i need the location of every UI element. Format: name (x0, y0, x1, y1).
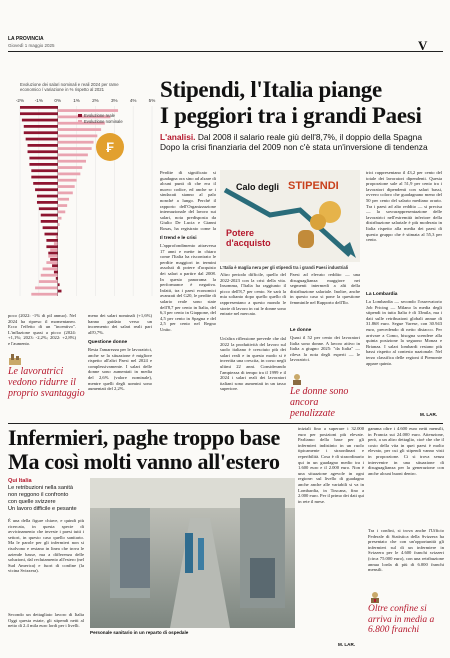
chart-bar (50, 249, 58, 252)
chart-bar (58, 290, 62, 293)
sub-questione-donne: Questione donne (88, 340, 128, 345)
x-tick-label: 3% (110, 98, 118, 103)
chart-bar (58, 179, 77, 182)
chart-bar (58, 154, 88, 157)
chart-bar (31, 169, 57, 172)
mid-rule (8, 423, 443, 424)
col-g: È una della figure chiave, e quindi più ricercata, in questa specie di avvicinamento che investe i paesi tutti i settori, in questo caso quello sanitario. Ma le parole per gli infermieri non si risolvono e restano in linea che trova le aziende basse, ma a differenza delle soluzioni, dal reclutamento all'estero (nel Sud America) e fuori di confine (la vicina Svizzera). (8, 518, 84, 574)
chart-bar (58, 192, 73, 195)
x-tick-label: 4% (129, 98, 137, 103)
x-tick-label: 1% (73, 98, 80, 103)
chart-bar (58, 211, 66, 214)
legend-label: Evoluzione reale (84, 113, 115, 118)
chart-bar (56, 277, 58, 280)
deck-2-kicker: Qui Italia (8, 478, 32, 484)
deck-1-text: Dal 2008 il salario reale giù dell'8,7%, il doppio della Spagna Dopo la crisi finanziaria del 2009 non c'è stata un'inversione di tendenza (160, 132, 428, 152)
legend-label: Evoluzione nominale (84, 119, 123, 124)
chart-bar (31, 176, 57, 179)
chart-bar (46, 245, 57, 248)
col-e2: Quasi il 52 per cento dei lavoratori Italia sono donne. A lavoro attivo in Italia a giugno 2025: "da Italia" — rileva la nota degli esperti — le lavoratrici. (290, 335, 360, 363)
legend-swatch (78, 120, 82, 123)
chart-bar (58, 160, 86, 163)
chart-bar (58, 141, 94, 144)
top-rule (8, 51, 443, 52)
chart-bar (58, 147, 92, 150)
chart-bar (58, 135, 98, 138)
money-symbol: ₣ (106, 139, 114, 155)
deck-2-line: non reggono il confronto (8, 492, 69, 498)
graphic-calo-label: Calo degli (236, 182, 280, 192)
col-i-pull-caption: Oltre confine si arriva in media a 6.800 franchi (368, 604, 435, 635)
sub-lombardia: La Lombardia (366, 292, 398, 297)
col-h: iniziali fino a superare i 32.000 euro per posizioni più elevate. Parliamo della base per gli infermieri indistinto in un ruolo tipicamente i straordinari e reperibilità. Cosa è di straordinario qui in un guadagno medio tra i 1.600 euro e il 2.000 euro. Non è una situazione agevole in ogni regione: sul livello di guadagno anche anche alle variabili si va in Lombardia, in Toscana, fino a 2.000 euro. Per il primo dei dati qui in rete il mese. (298, 426, 364, 504)
chart-bar (58, 230, 59, 233)
chart-pull-caption: Le lavoratrici vedono ridurre il proprio svantaggio (8, 366, 85, 399)
col-a: Perdite di significato si guadagna ora sino ad alzare di alcuni punti di che era il nuovo codice, ed anche se i sindacati stanno al palo nonché a lungo. Perché il rapporto dell'Organizzazione internazionale del lavoro sui salari, nota predisposta da Giulio De Lucia e Gianni Rosas, ha registrato come la (160, 170, 216, 231)
graphic-caption: L'Italia è maglia nera per gli stipendi tra i grandi Paesi industriali (220, 265, 349, 270)
chart-bar (50, 258, 58, 261)
deck-2 (8, 485, 88, 513)
x-tick-label: -2% (15, 98, 25, 103)
sub-le-donne: Le donne (290, 328, 312, 333)
signature-1: M. LAR. (420, 412, 438, 417)
col-d: Un'altra riflessione prevede che dal 2022 la produttività del lavoro sul suolo italiano è cresciuto più dei salari reali e in questo modo si è invertita una crescita, in corso negli ultimi 22 anni. Considerando l'ampiezza di tempo tra il 1999 e il 2024 i salari reali dei lavoratori italiani sono aumentati in un tasso superiore. (220, 336, 286, 392)
col-c: Altro periodo difficile, quello del 2022-2023 con la crisi della vita. Insomma, l'Italia ha raggiunto il picco dell'8,7 per cento. Se sarà la mia soltanto dopo quello quello di rappresentano a questo mondo le storie di lavoro in cui le donne sono entrate nel mercato. (220, 272, 286, 317)
chart-bar (52, 264, 58, 267)
woman-icon (290, 372, 304, 384)
headline-2-line1: Infermieri, paghe troppo base (8, 425, 280, 450)
chart-bar (58, 198, 69, 201)
col-i2: Tra i confini, si trova anche l'Ufficio Federale di Statistica della Svizzera ha presentato che con un'opportunità gli infermieri sul di un infermiere in Svizzera per le 4.600 franchi svizzeri (circa 75.000 euro), con una retribuzione annua lorda di più di 6.000 franchi mensili. (368, 528, 444, 573)
chart-bar (56, 236, 58, 239)
hospital-photo (90, 478, 295, 628)
chart-title: Evoluzione dei salari nominali e reali 2024 per rame economico / variazione in % rispetto al 2021 (20, 82, 119, 92)
graphic-stipendi: STIPENDI (288, 180, 339, 192)
chart-bar (41, 220, 58, 223)
chart-bar (54, 271, 58, 274)
chart-bar (26, 138, 58, 141)
chart-bar (58, 128, 101, 131)
chart-bar (20, 112, 58, 115)
chart-bar (58, 185, 75, 188)
chart-bar (28, 150, 58, 153)
chart-bar (43, 268, 58, 271)
chart-bar (29, 163, 57, 166)
chart-bar (58, 166, 83, 169)
x-tick-label: 0% (54, 98, 62, 103)
headline-1-line1: Stipendi, l'Italia piange (160, 77, 382, 102)
x-tick-label: -1% (34, 98, 43, 103)
col-e-pull-caption: Le donne sono ancora penalizzate (290, 386, 349, 419)
chart-bar (58, 217, 62, 220)
col-a2: L'approfondimento attraversa 17 anni e mette in chiaro come l'Italia ha riscontrato le perdite maggiori in termini assoluti di potere d'acquisto dei salari a partire dal 2008. In questo panorama la performance è negativa. Infatti, tra i paesi economici avanzati del G20, le perdite di salario reale sono state dell'8,7 per cento in Italia, del 6,3 per cento in Giappone, del 4,5 per cento in Spagna e del 2,5 per cento nel Regno Unito. (160, 243, 216, 332)
nurse-icon (368, 590, 382, 602)
col-a-bottom: meno dei salari nominali (+1,6%) hanno guidato verso un incremento dei salari reali pari all'0,7%. (88, 313, 152, 335)
chart-bar (48, 255, 57, 258)
chart-bar (58, 204, 67, 207)
chart-bar (58, 173, 81, 176)
x-tick-label: 5% (148, 98, 156, 103)
chart-bar (48, 252, 57, 255)
deck-2-line: Le retribuzioni nella sanità (8, 485, 73, 491)
chart-bar (39, 280, 58, 283)
chart-bar (22, 119, 58, 122)
graphic-potere: Potere d'acquisto (226, 228, 271, 248)
col-e: Paesi ad elevato reddito — una disuguaglianza maggiore nei segmenti intermedi a alti della distribuzione salariale. Inoltre, anche in questo caso si pone la questione femminile nel Rapporto dell'Ilo. (290, 272, 360, 305)
chart-bar (35, 287, 58, 290)
legend-swatch (78, 114, 82, 117)
chart-note: poco (2022: -1% di pil annuo). Nel 2024 ha ripreso il momentaneo. Ecco l'effetto di un "incentivo". L'inflazione quasi a picco (2024: +1,1%; 2023: -2,2%; 2022: +2,8%) e l'aumento. (8, 313, 76, 346)
chart-bar (24, 125, 58, 128)
deck-1 (160, 132, 444, 152)
sub-trend: Il trend e le crisi (160, 236, 197, 241)
chart-bar (28, 144, 58, 147)
chart-bar (46, 261, 57, 264)
chart-bar (29, 157, 57, 160)
section-letter: V (418, 38, 428, 53)
deck-2-line: con quelle svizzere (8, 499, 56, 505)
chart-bar (39, 207, 58, 210)
deck-2-line: Un lavoro difficile e pesante (8, 506, 77, 512)
x-tick-label: 2% (92, 98, 99, 103)
col-g2: Secondo un dettagliato lavoro di Italia Oggi questa estate, gli stipendi netti al netto di 2.4 mila euro lordi per i livelli. (8, 612, 84, 629)
factory-icon (8, 352, 22, 364)
chart-bar (31, 293, 57, 296)
chart-bar (58, 283, 60, 286)
col-b: Resta l'amarezza per le lavoratrici, anche se la situazione è migliore rispetto all'altri Paesi nel 2024 e complessivamente. I salari delle donne sono aumentati in media del 2,6% (valore nominale), mentre quelli degli uomini sono aumentati del 2,2%. (88, 347, 152, 392)
chart-bar (41, 214, 58, 217)
headline-2-line2: Ma così molti vanno all'estero (8, 449, 280, 474)
chart-bar (35, 188, 58, 191)
col-f: trici rappresentano il 43,2 per cento del totale dei lavoratori dipendenti. Questa proporzione sale al 51,9 per cento tra i lavoratori dipendenti con salari bassi, ovvero coloro che guadagnano meno del 50 per cento del salario mediano orario. Tra i paesi ad alto reddito — si precisa — la sovrarappresentazione delle lavoratrici nell'estremità inferiore della distribuzione salariale è più moderata in Italia rispetto alla media dei paesi di questo gruppo che è stimata al 55,3 per cento. (366, 170, 442, 243)
chart-bar (24, 131, 58, 134)
chart-bar (37, 195, 58, 198)
chart-bar (45, 233, 58, 236)
paper-name: LA PROVINCIA (8, 36, 44, 42)
chart-bar (43, 226, 58, 229)
issue-date: Giovedì 1 maggio 2025 (8, 43, 55, 48)
signature-2: M. LAR. (338, 642, 356, 647)
col-i: gamma oltre i 4.600 euro netti mensili, in Francia sui 24.000 euro. Attenzione, però, a un altro dettaglio, cioè che che il costo della vita in quei paesi è molto elevato, per cui gli stipendi vanno visti in proporzione. Ci si trova senza intervenire in una situazione di disuguaglianza per la generazione con anche alcuni buoni dentro. (368, 426, 444, 476)
chart-bar (37, 201, 58, 204)
deck-1-kicker: L'analisi. (160, 132, 196, 142)
chart-bar (46, 239, 57, 242)
col-f2: La Lombardia — secondo l'osservatorio Job Pricing — Milano la media degli stipendi in tutta Italia è di 33mila, ma i dati sulle retribuzioni globali annue di 31.868 euro. Segue Varese, con 30.943 euro, precedendo di netto distacco. Per arrivare a Como, bisogna scendere alla quinta posizione la seguono Monza e Brianza. I salari lombardi restano più bassi rispetto al contesto nazionale. Nel terzo classifica delle regioni il Piemonte appare quinto. (366, 299, 442, 366)
photo-caption: Personale sanitario in un reparto di ospedale (90, 630, 189, 635)
headline-1-line2: I peggiori tra i grandi Paesi (160, 103, 422, 128)
chart-bar (41, 274, 58, 277)
chart-bar (20, 106, 58, 109)
chart-bar (58, 109, 118, 112)
chart-bar (54, 242, 58, 245)
chart-bar (58, 223, 60, 226)
salary-chart (6, 92, 156, 302)
chart-bar (33, 182, 58, 185)
